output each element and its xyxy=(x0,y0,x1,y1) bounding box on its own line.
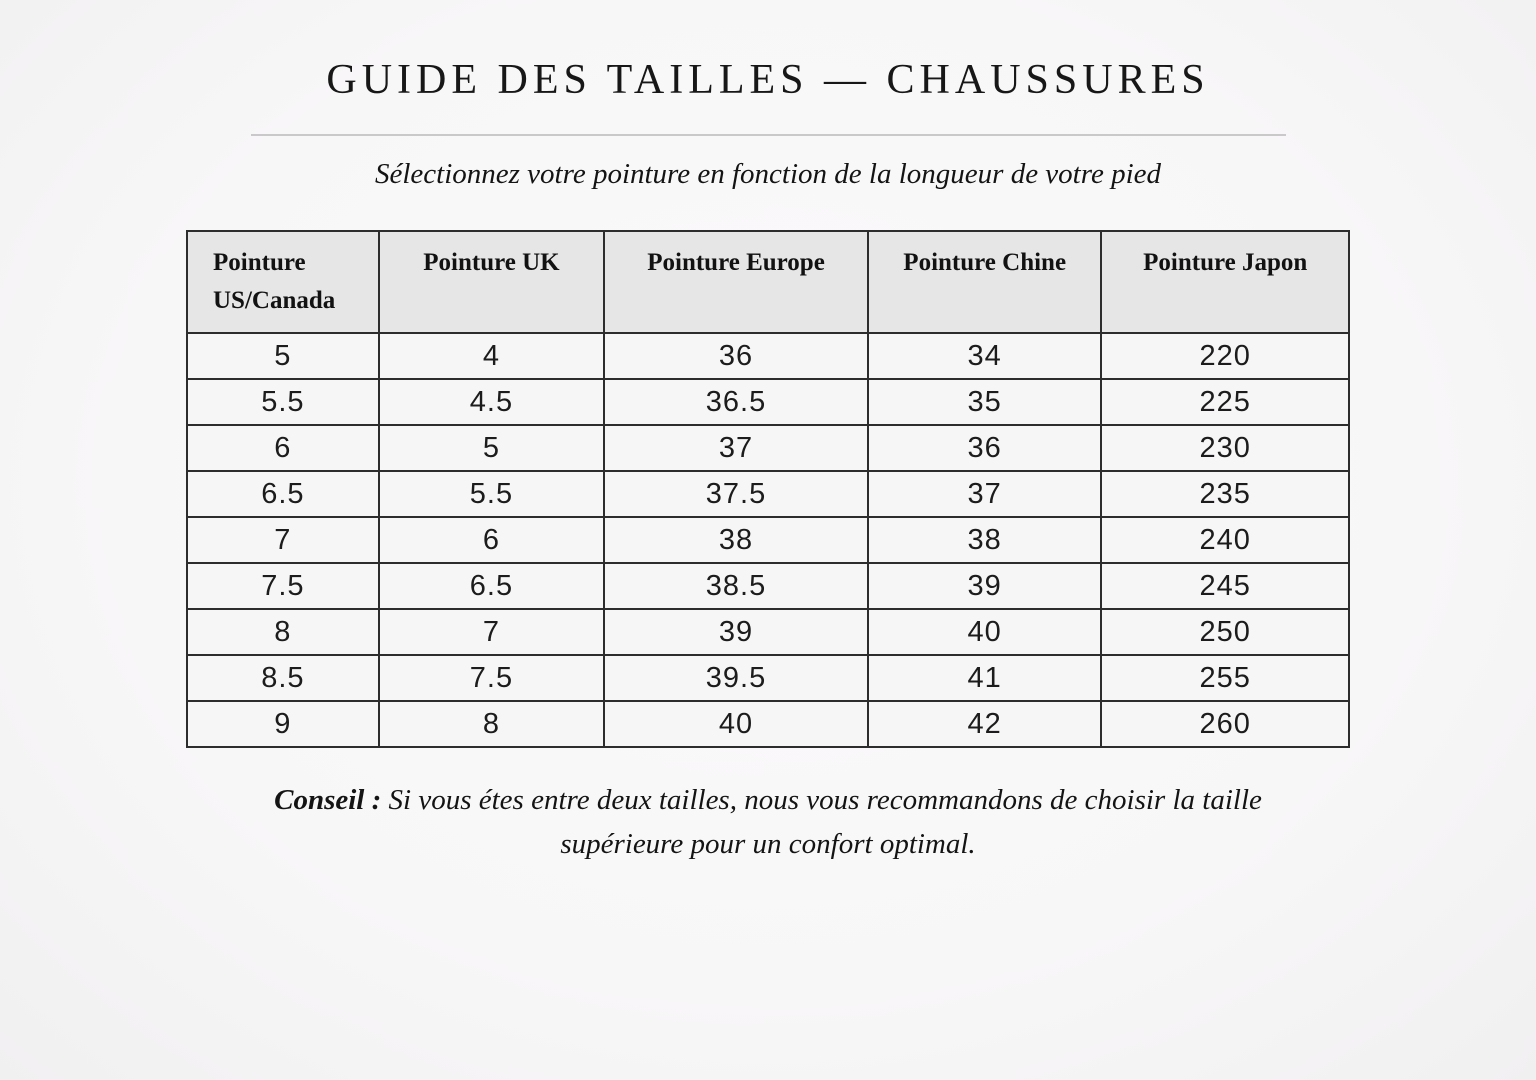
column-header: Pointure Japon xyxy=(1101,231,1349,333)
size-cell: 7 xyxy=(187,517,379,563)
table-row xyxy=(187,701,1349,747)
table-row xyxy=(187,471,1349,517)
size-cell: 6 xyxy=(379,517,604,563)
header-row xyxy=(187,231,1349,333)
title-divider xyxy=(251,134,1286,136)
table-row xyxy=(187,425,1349,471)
size-cell: 37 xyxy=(868,471,1102,517)
size-cell: 225 xyxy=(1101,379,1349,425)
size-cell: 240 xyxy=(1101,517,1349,563)
table-row xyxy=(187,609,1349,655)
size-cell: 8 xyxy=(187,609,379,655)
size-cell: 6 xyxy=(187,425,379,471)
size-cell: 40 xyxy=(868,609,1102,655)
size-cell: 250 xyxy=(1101,609,1349,655)
size-cell: 235 xyxy=(1101,471,1349,517)
column-header: Pointure UK xyxy=(379,231,604,333)
size-cell: 38.5 xyxy=(604,563,868,609)
page-subtitle: Sélectionnez votre pointure en fonction de la longueur de votre pied xyxy=(374,158,1162,191)
table-row xyxy=(187,333,1349,379)
size-cell: 255 xyxy=(1101,655,1349,701)
size-cell: 34 xyxy=(868,333,1102,379)
size-cell: 7.5 xyxy=(187,563,379,609)
size-cell: 5 xyxy=(379,425,604,471)
size-cell: 35 xyxy=(868,379,1102,425)
size-cell: 38 xyxy=(604,517,868,563)
note-text-line2: supérieure pour un confort optimal. xyxy=(560,828,976,861)
size-cell: 37 xyxy=(604,425,868,471)
size-cell: 6.5 xyxy=(379,563,604,609)
size-cell: 220 xyxy=(1101,333,1349,379)
table-head xyxy=(187,231,1349,333)
size-cell: 8.5 xyxy=(187,655,379,701)
page-title: GUIDE DES TAILLES — CHAUSSURES xyxy=(326,57,1210,103)
note-text-line1: Si vous étes entre deux tailles, nous vous recommandons de choisir la taille xyxy=(388,784,1262,817)
size-cell: 36.5 xyxy=(604,379,868,425)
size-cell: 6.5 xyxy=(187,471,379,517)
table-row xyxy=(187,563,1349,609)
note-label: Conseil : xyxy=(274,784,382,817)
size-cell: 5.5 xyxy=(379,471,604,517)
table-body xyxy=(187,333,1349,747)
size-cell: 37.5 xyxy=(604,471,868,517)
table-row xyxy=(187,517,1349,563)
size-cell: 39.5 xyxy=(604,655,868,701)
size-cell: 7.5 xyxy=(379,655,604,701)
size-cell: 4.5 xyxy=(379,379,604,425)
size-cell: 42 xyxy=(868,701,1102,747)
size-cell: 9 xyxy=(187,701,379,747)
size-advice-note xyxy=(188,778,1348,866)
column-header: Pointure Europe xyxy=(604,231,868,333)
size-cell: 4 xyxy=(379,333,604,379)
size-conversion-table xyxy=(186,230,1350,748)
column-header: Pointure Chine xyxy=(868,231,1102,333)
size-cell: 36 xyxy=(868,425,1102,471)
size-cell: 36 xyxy=(604,333,868,379)
table-row xyxy=(187,655,1349,701)
table-row xyxy=(187,379,1349,425)
size-cell: 245 xyxy=(1101,563,1349,609)
size-cell: 41 xyxy=(868,655,1102,701)
size-guide-page xyxy=(0,56,1536,1080)
size-cell: 39 xyxy=(604,609,868,655)
size-cell: 8 xyxy=(379,701,604,747)
size-cell: 40 xyxy=(604,701,868,747)
size-cell: 260 xyxy=(1101,701,1349,747)
size-cell: 230 xyxy=(1101,425,1349,471)
size-cell: 39 xyxy=(868,563,1102,609)
column-header: Pointure US/Canada xyxy=(187,231,379,333)
size-cell: 7 xyxy=(379,609,604,655)
size-cell: 38 xyxy=(868,517,1102,563)
size-cell: 5 xyxy=(187,333,379,379)
size-cell: 5.5 xyxy=(187,379,379,425)
